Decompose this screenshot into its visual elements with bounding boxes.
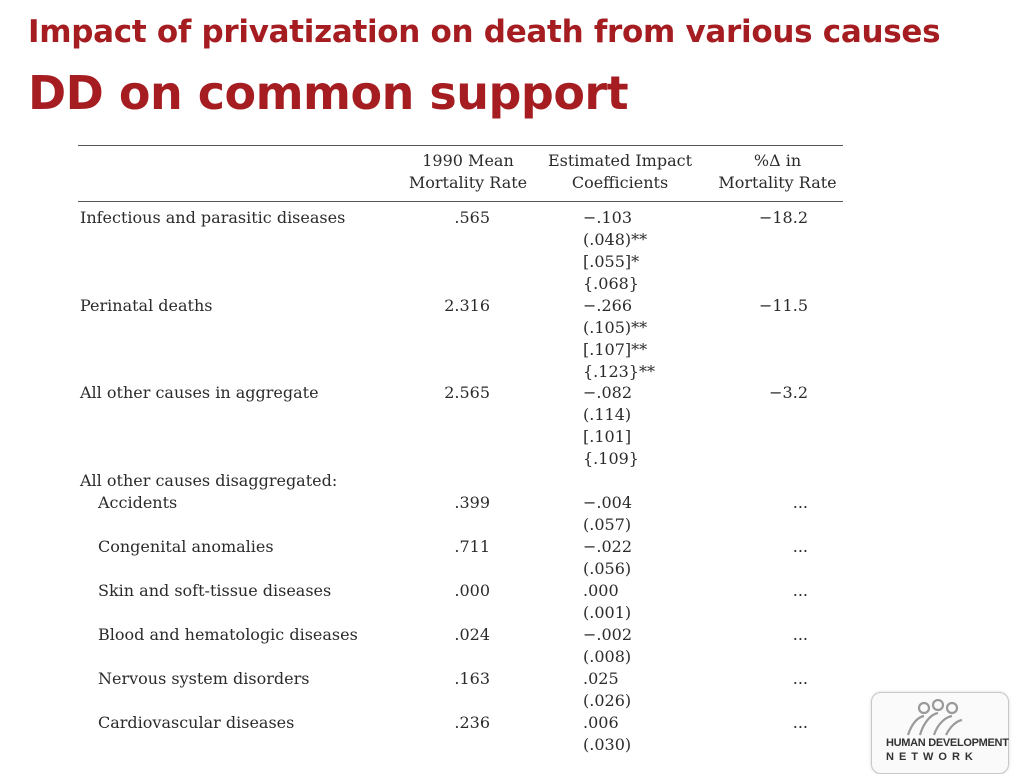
sub-row-pct: ...: [792, 493, 808, 512]
sub-row-mean: .163: [454, 669, 490, 688]
logo-line-1: HUMAN DEVELOPMENT: [886, 737, 1009, 749]
row-mean: .565: [454, 208, 490, 227]
sub-row-se: (.056): [583, 559, 632, 578]
table-header-rule: [78, 201, 843, 202]
slide-title: Impact of privatization on death from various causes: [28, 14, 941, 50]
sub-row-pct: ...: [792, 581, 808, 600]
row-se-alt: {.068}: [583, 274, 639, 293]
sub-row-se: (.001): [583, 603, 632, 622]
sub-row-coef: −.004: [583, 493, 633, 512]
sub-row-label: Cardiovascular diseases: [98, 713, 295, 732]
sub-row-coef: −.002: [583, 625, 633, 644]
table-top-rule: [78, 145, 843, 146]
sub-row-coef: .025: [583, 669, 619, 688]
sub-row-pct: ...: [792, 669, 808, 688]
row-se-alt: {.123}**: [583, 362, 655, 381]
row-label: Infectious and parasitic diseases: [80, 208, 346, 227]
people-figures-icon: [902, 699, 978, 737]
sub-row-coef: .000: [583, 581, 619, 600]
header-pct: %Δ in Mortality Rate: [718, 151, 837, 192]
sub-row-label: Skin and soft-tissue diseases: [98, 581, 332, 600]
sub-row-pct: ...: [792, 537, 808, 556]
row-coef: −.103: [583, 208, 633, 227]
sub-row-label: Blood and hematologic diseases: [98, 625, 358, 644]
slide-subtitle: DD on common support: [28, 66, 629, 120]
row-mean: 2.565: [444, 383, 490, 402]
row-pct: −11.5: [758, 296, 808, 315]
logo-line-2: NETWORK: [886, 751, 978, 763]
row-coef: −.266: [583, 296, 633, 315]
sub-row-pct: ...: [792, 625, 808, 644]
sub-row-mean: .024: [454, 625, 490, 644]
sub-row-se: (.008): [583, 647, 632, 666]
row-label: All other causes in aggregate: [80, 383, 319, 402]
sub-row-mean: .236: [454, 713, 490, 732]
row-se-cluster: [.101]: [583, 427, 632, 446]
row-label: Perinatal deaths: [80, 296, 213, 315]
sub-row-label: Congenital anomalies: [98, 537, 274, 556]
header-mean: 1990 Mean Mortality Rate: [408, 151, 528, 192]
row-mean: 2.316: [444, 296, 490, 315]
disaggregated-heading: All other causes disaggregated:: [80, 471, 338, 490]
sub-row-label: Nervous system disorders: [98, 669, 310, 688]
row-pct: −3.2: [769, 383, 808, 402]
sub-row-se: (.057): [583, 515, 632, 534]
sub-row-mean: .000: [454, 581, 490, 600]
row-pct: −18.2: [758, 208, 808, 227]
sub-row-se: (.030): [583, 735, 632, 754]
row-se-cluster: [.107]**: [583, 340, 648, 359]
sub-row-label: Accidents: [98, 493, 178, 512]
sub-row-mean: .399: [454, 493, 490, 512]
sub-row-pct: ...: [792, 713, 808, 732]
sub-row-mean: .711: [454, 537, 490, 556]
row-se-alt: {.109}: [583, 449, 639, 468]
row-coef: −.082: [583, 383, 633, 402]
row-se-robust: (.114): [583, 405, 632, 424]
header-coef: Estimated Impact Coefficients: [547, 151, 693, 192]
row-se-robust: (.048)**: [583, 230, 648, 249]
sub-row-coef: .006: [583, 713, 619, 732]
row-se-robust: (.105)**: [583, 318, 648, 337]
sub-row-se: (.026): [583, 691, 632, 710]
sub-row-coef: −.022: [583, 537, 633, 556]
human-development-network-logo: [871, 692, 1009, 774]
row-se-cluster: [.055]*: [583, 252, 640, 271]
